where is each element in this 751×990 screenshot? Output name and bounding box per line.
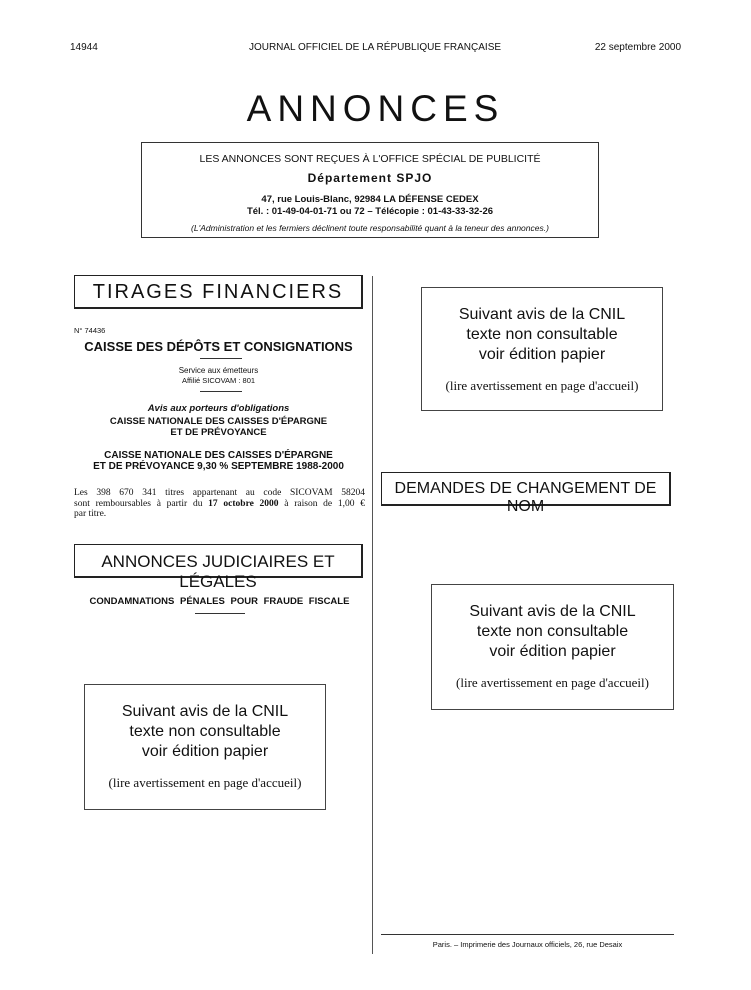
body-text: sont remboursables à partir du bbox=[74, 498, 209, 509]
cnil-note: (lire avertissement en page d'accueil) bbox=[445, 378, 639, 393]
loan-line: CAISSE NATIONALE DES CAISSES D'ÉPARGNE bbox=[104, 450, 333, 461]
section-header-changement bbox=[381, 472, 671, 515]
cnil-line: Suivant avis de la CNIL bbox=[469, 603, 636, 620]
cnil-notice-box bbox=[431, 584, 674, 710]
cnil-notice-box bbox=[421, 287, 663, 411]
info-disclaimer: (L'Administration et les fermiers déclinent toute responsabilité quant à la teneur des annonces.) bbox=[191, 223, 549, 233]
cnil-note: (lire avertissement en page d'accueil) bbox=[456, 675, 649, 690]
section-header-judiciaires bbox=[74, 544, 363, 591]
body-line: Les 398 670 341 titres appartenant au code SICOVAM 58204 bbox=[74, 488, 365, 498]
service-label: Service aux émetteurs bbox=[178, 366, 259, 375]
body-line bbox=[74, 499, 365, 510]
cnil-line: texte non consultable bbox=[466, 326, 618, 343]
body-text: à raison de 1,00 € bbox=[278, 498, 365, 509]
section-title: DEMANDES DE CHANGEMENT DE NOM bbox=[394, 480, 657, 515]
info-phones: Tél. : 01-49-04-01-71 ou 72 – Télécopie : 01-43-33-32-26 bbox=[246, 206, 494, 217]
affilie-label: Affilié SICOVAM : 801 bbox=[181, 376, 256, 385]
separator-rule bbox=[200, 358, 242, 359]
notice-number: N° 74436 bbox=[74, 326, 106, 335]
column-divider bbox=[372, 276, 373, 954]
cnil-line: voir édition papier bbox=[478, 346, 606, 363]
body-line: par titre. bbox=[74, 509, 107, 519]
cnil-line: texte non consultable bbox=[476, 623, 629, 640]
issuer-line: ET DE PRÉVOYANCE bbox=[170, 427, 267, 438]
separator-rule bbox=[195, 613, 245, 614]
footer-rule bbox=[381, 934, 674, 935]
info-box bbox=[141, 142, 599, 238]
cnil-line: texte non consultable bbox=[129, 723, 281, 740]
subsection-title: CONDAMNATIONS PÉNALES POUR FRAUDE FISCALE bbox=[89, 596, 350, 607]
organization-name: CAISSE DES DÉPÔTS ET CONSIGNATIONS bbox=[84, 339, 353, 354]
cnil-note: (lire avertissement en page d'accueil) bbox=[108, 775, 302, 790]
info-address: 47, rue Louis-Blanc, 92984 LA DÉFENSE CEDEX bbox=[261, 194, 479, 205]
issue-date: 22 septembre 2000 bbox=[594, 42, 681, 53]
info-department: Département SPJO bbox=[307, 171, 433, 185]
notice-body bbox=[74, 488, 365, 520]
cnil-line: Suivant avis de la CNIL bbox=[121, 703, 289, 720]
info-line: LES ANNONCES SONT REÇUES À L'OFFICE SPÉCIAL DE PUBLICITÉ bbox=[199, 153, 541, 165]
separator-rule bbox=[200, 391, 242, 392]
avis-heading: Avis aux porteurs d'obligations bbox=[147, 403, 290, 414]
section-title: TIRAGES FINANCIERS bbox=[92, 281, 344, 303]
loan-line: ET DE PRÉVOYANCE 9,30 % SEPTEMBRE 1988-2000 bbox=[93, 461, 344, 472]
section-header-tirages bbox=[74, 275, 363, 309]
main-title: ANNONCES bbox=[246, 88, 505, 129]
issuer-line: CAISSE NATIONALE DES CAISSES D'ÉPARGNE bbox=[109, 416, 328, 427]
page-number: 14944 bbox=[70, 42, 98, 53]
cnil-line: voir édition papier bbox=[489, 643, 616, 660]
cnil-notice-box bbox=[84, 684, 326, 810]
cnil-line: Suivant avis de la CNIL bbox=[458, 306, 626, 323]
redemption-date: 17 octobre 2000 bbox=[208, 498, 279, 509]
journal-title: JOURNAL OFFICIEL DE LA RÉPUBLIQUE FRANÇAISE bbox=[248, 42, 502, 53]
section-title: ANNONCES JUDICIAIRES ET LÉGALES bbox=[101, 552, 335, 591]
cnil-line: voir édition papier bbox=[141, 743, 269, 760]
printer-imprint: Paris. – Imprimerie des Journaux officiels, 26, rue Desaix bbox=[432, 940, 623, 949]
